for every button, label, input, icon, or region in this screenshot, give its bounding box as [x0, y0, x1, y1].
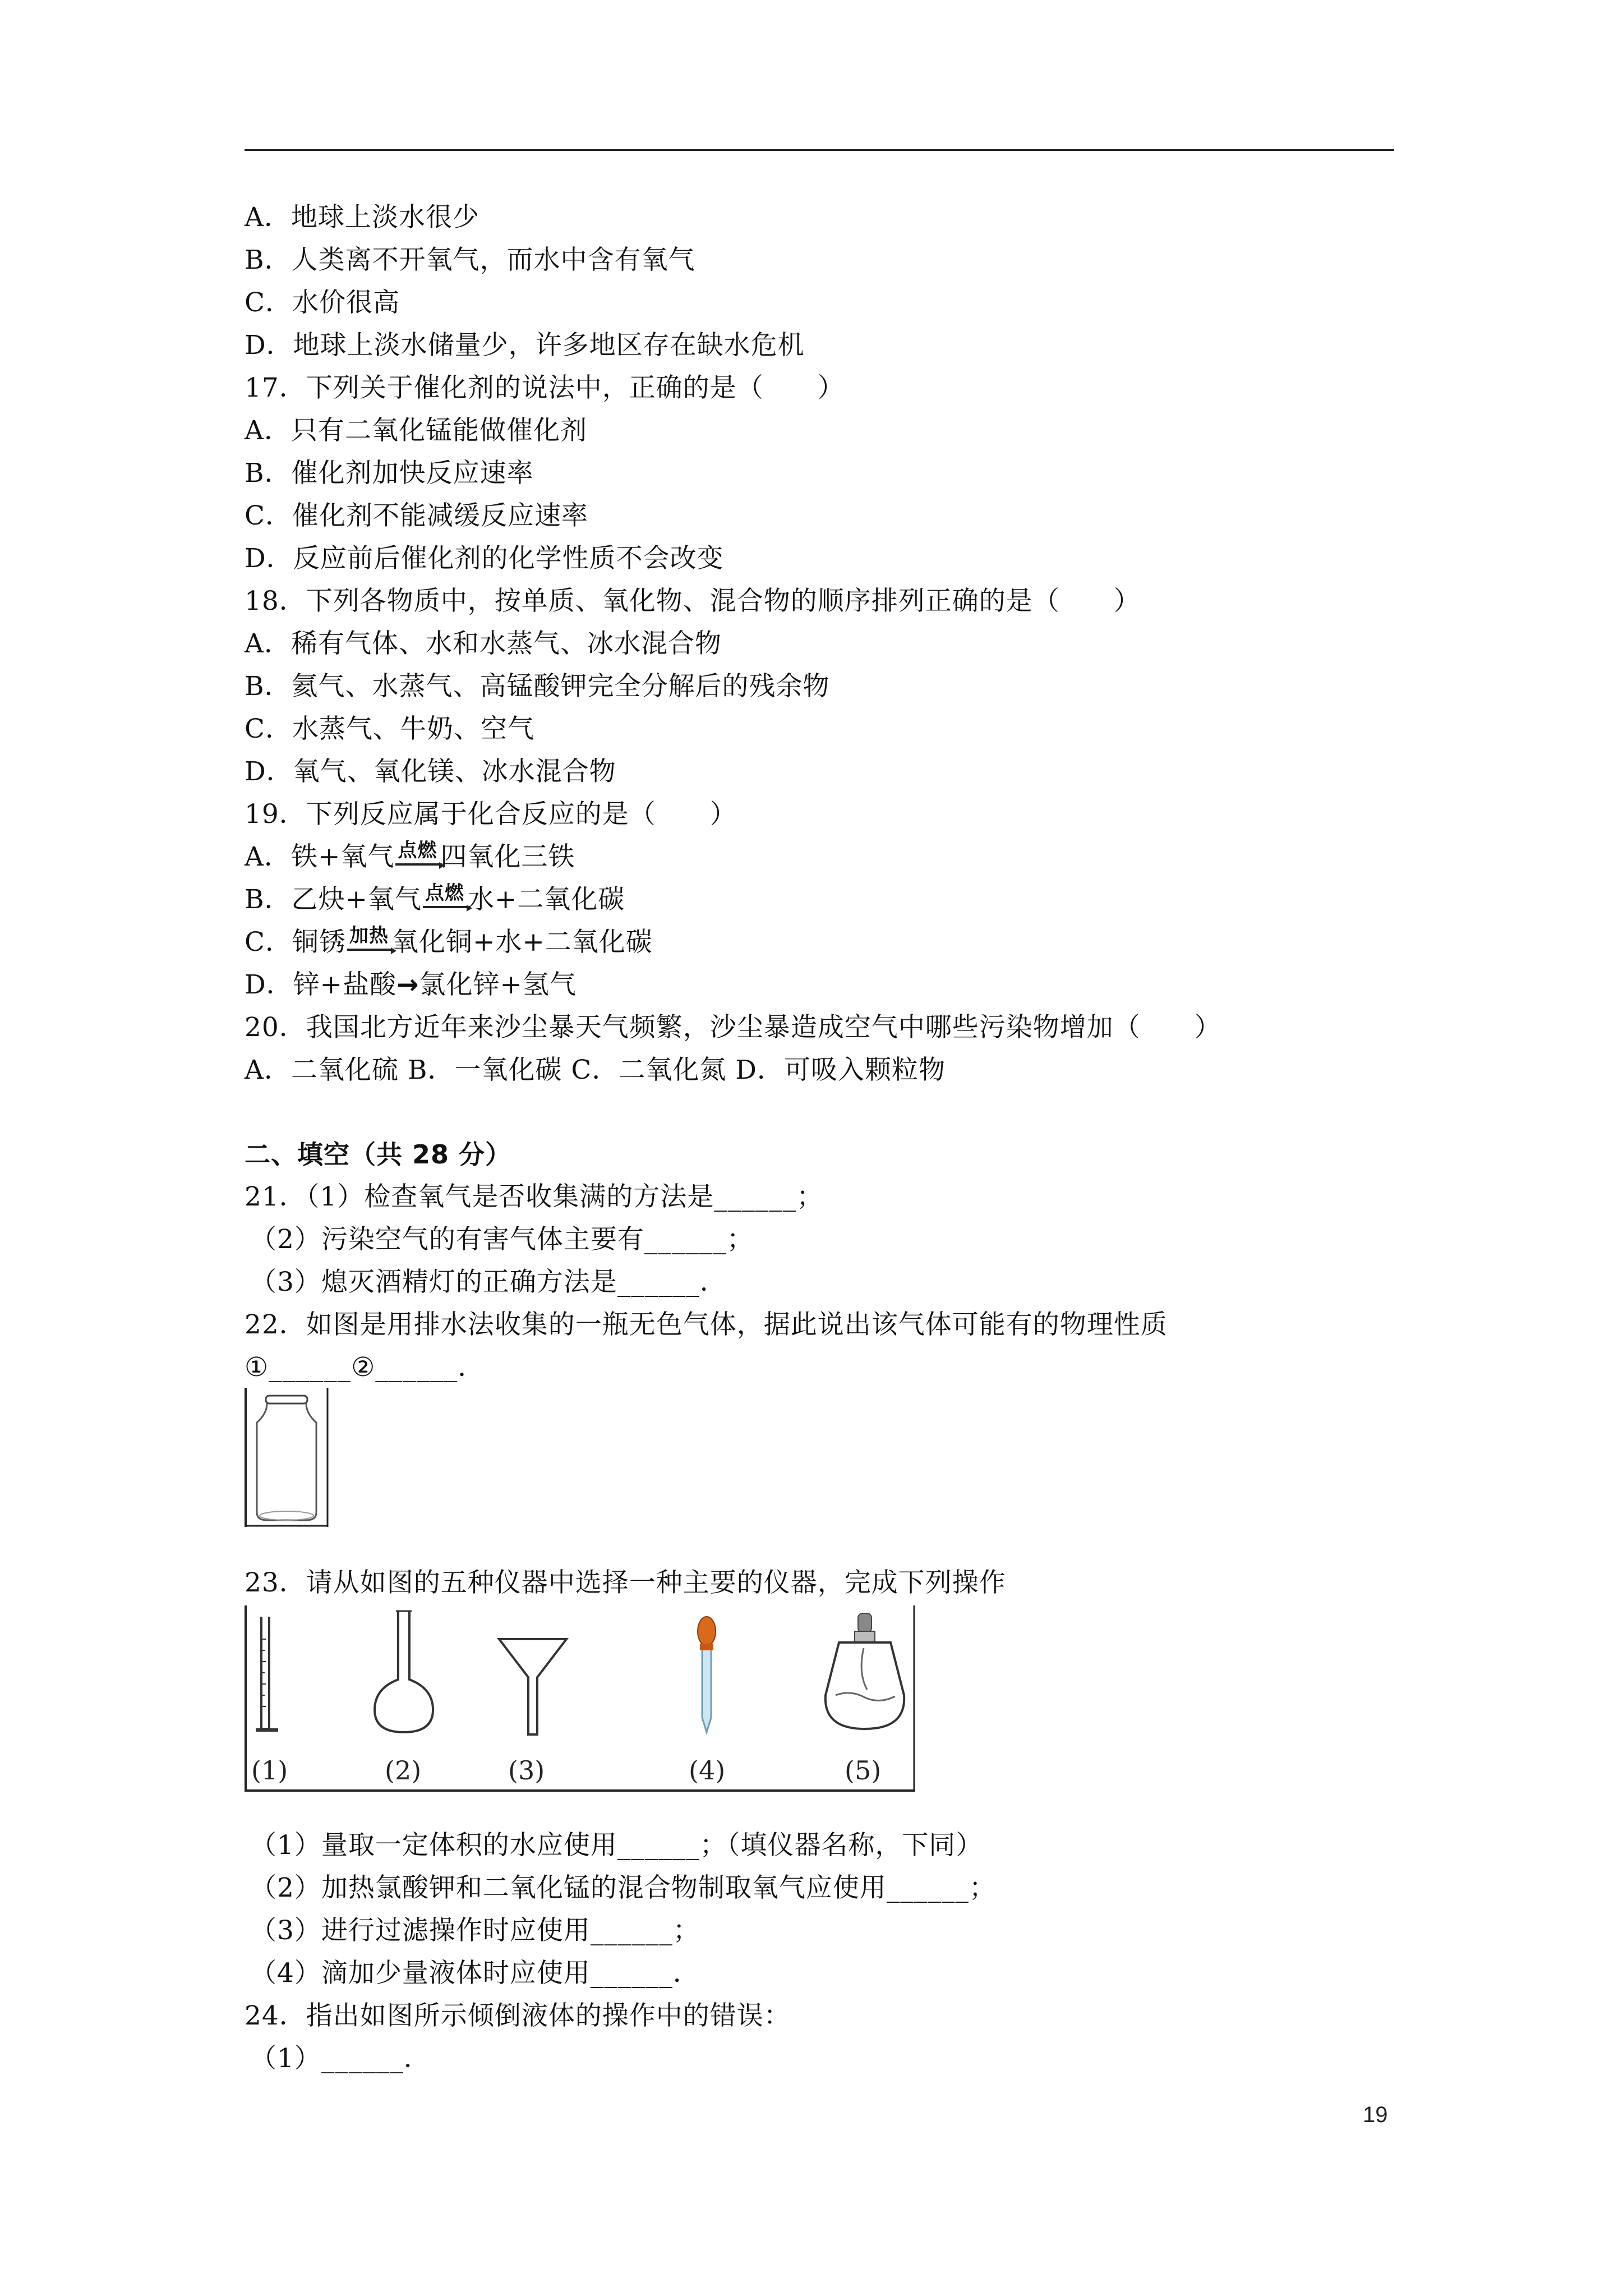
q24-part-1: （1）______． [250, 2043, 431, 2074]
q16-option-b: B．人类离不开氧气，而水中含有氧气 [245, 245, 695, 275]
q16-option-d: D．地球上淡水储量少，许多地区存在缺水危机 [245, 330, 805, 361]
q18-option-c: C．水蒸气、牛奶、空气 [245, 714, 534, 744]
reaction-condition-arrow: 加热 [347, 926, 391, 945]
q19-b-reactants: B．乙炔+氧气 [245, 884, 422, 915]
dropper-icon [698, 1617, 716, 1732]
q20-options: A．二氧化硫 B．一氧化碳 C．二氧化氮 D．可吸入颗粒物 [245, 1055, 946, 1085]
q19-d-products: 氯化锌+氢气 [419, 969, 577, 1000]
alcohol-lamp-icon [826, 1613, 904, 1729]
q23-part-1: （1）量取一定体积的水应使用______；（填仪器名称，下同） [250, 1830, 983, 1861]
q19-c-reactants: C．铜锈 [245, 927, 346, 958]
instrument-label-2: (2) [385, 1755, 422, 1786]
q18-option-a: A．稀有气体、水和水蒸气、冰水混合物 [245, 628, 722, 659]
instrument-label-4: (4) [689, 1755, 726, 1786]
instrument-label-3: (3) [508, 1755, 545, 1786]
q19-option-d [245, 968, 577, 1002]
q19-stem: 19．下列反应属于化合反应的是（ ） [245, 799, 737, 830]
gas-jar-figure [245, 1388, 334, 1528]
round-bottom-flask-icon [375, 1611, 433, 1732]
q21-part-1: 21．（1）检查氧气是否收集满的方法是______； [245, 1181, 824, 1212]
q17-option-d: D．反应前后催化剂的化学性质不会改变 [245, 543, 724, 574]
gas-jar-icon [245, 1388, 334, 1528]
q17-stem: 17．下列关于催化剂的说法中，正确的是（ ） [245, 372, 845, 403]
q19-a-reactants: A．铁+氧气 [245, 841, 395, 872]
instrument-label-5: (5) [845, 1755, 882, 1786]
q20-stem: 20．我国北方近年来沙尘暴天气频繁，沙尘暴造成空气中哪些污染物增加（ ） [245, 1012, 1221, 1043]
q23-part-4: （4）滴加少量液体时应使用______． [250, 1958, 700, 1989]
q22-stem: 22．如图是用排水法收集的一瓶无色气体，据此说出该气体可能有的物理性质 [245, 1309, 1168, 1340]
q16-option-a: A．地球上淡水很少 [245, 202, 479, 233]
q21-part-2: （2）污染空气的有害气体主要有______； [250, 1224, 754, 1255]
q19-a-products: 四氧化三铁 [440, 841, 575, 872]
instruments-figure [245, 1605, 917, 1796]
q19-b-products: 水+二氧化碳 [467, 884, 625, 915]
reaction-arrow: → [396, 969, 419, 1000]
reaction-condition-arrow: 点燃 [395, 841, 439, 860]
instruments-figure-svg [245, 1605, 917, 1796]
q19-d-reactants: D．锌+盐酸 [245, 969, 397, 1000]
q16-option-c: C．水价很高 [245, 287, 400, 318]
q22-blanks: ①______②______． [245, 1352, 485, 1383]
section-title: 二、填空（共 28 分） [245, 1139, 512, 1170]
q23-part-2: （2）加热氯酸钾和二氧化锰的混合物制取氧气应使用______； [250, 1872, 996, 1903]
page-number: 19 [1363, 2102, 1388, 2127]
instrument-label-1: (1) [251, 1755, 288, 1786]
q19-option-c [245, 926, 653, 959]
q19-option-b [245, 883, 625, 917]
q18-option-d: D．氧气、氧化镁、冰水混合物 [245, 756, 616, 787]
funnel-icon [499, 1639, 566, 1734]
q18-option-b: B．氦气、水蒸气、高锰酸钾完全分解后的残余物 [245, 671, 830, 702]
q24-stem: 24．指出如图所示倾倒液体的操作中的错误： [245, 2000, 791, 2031]
q19-option-a [245, 840, 575, 874]
q17-option-b: B．催化剂加快反应速率 [245, 458, 534, 489]
q17-option-a: A．只有二氧化锰能做催化剂 [245, 415, 587, 446]
q21-part-3: （3）熄灭酒精灯的正确方法是______． [250, 1267, 727, 1297]
q17-option-c: C．催化剂不能减缓反应速率 [245, 500, 588, 531]
q23-stem: 23．请从如图的五种仪器中选择一种主要的仪器，完成下列操作 [245, 1567, 1006, 1598]
graduated-cylinder-icon [256, 1617, 278, 1730]
q19-c-products: 氧化铜+水+二氧化碳 [391, 927, 653, 958]
header-rule [245, 149, 1394, 151]
q18-stem: 18．下列各物质中，按单质、氧化物、混合物的顺序排列正确的是（ ） [245, 586, 1141, 616]
q23-part-3: （3）进行过滤操作时应使用______； [250, 1915, 700, 1946]
reaction-condition-arrow: 点燃 [423, 884, 467, 903]
